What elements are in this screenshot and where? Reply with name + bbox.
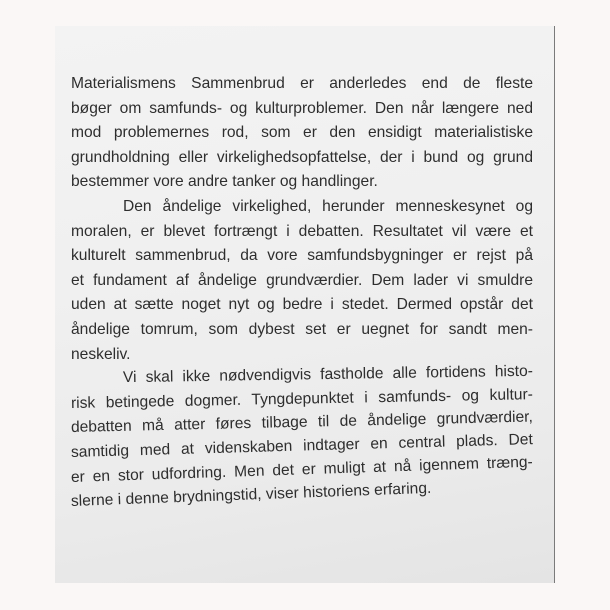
text-line: Materialismens Sammenbrud er anderledes end de fleste [71,75,533,92]
text-line: neskeliv. [71,345,131,363]
page-text [71,72,533,515]
text-line: Vi skal ikke nødvendigvis fastholde alle fortidens histo- [122,362,534,387]
text-line: risk betingede dogmer. Tyngdepunktet i samfunds- og kultur- [70,385,534,412]
paragraph-3 [70,362,534,515]
text-line: er en stor udfordring. Men det er muligt at nå igennem træng- [70,453,534,486]
text-line: mod problemernes rod, som er den ensidigt materialistiske [71,124,533,142]
text-line: et fundament af åndelige grundværdier. Dem lader vi smuldre [71,271,533,289]
text-line: Den åndelige virkelighed, herunder menneskesynet og [123,197,533,215]
text-line: debatten må atter føres tilbage til de åndelige grundværdier, [70,408,534,437]
text-line: bøger om samfunds- og kulturproblemer. Den når længere ned [71,99,533,117]
paragraph-2 [71,195,533,367]
text-line: grundholdning eller virkelighedsopfattelse, der i bund og grund [71,148,533,166]
text-line: kulturelt sammenbrud, da vore samfundsbygninger er rejst på [71,247,533,265]
paragraph-1 [71,72,533,195]
book-page-photo [55,26,555,583]
text-line: uden at sætte noget nyt og bedre i stedet. Dermed opstår det [71,296,533,314]
text-line: åndelige tomrum, som dybest set er uegnet for sandt men- [71,320,533,338]
text-line: moralen, er blevet fortrængt i debatten. Resultatet vil være et [71,222,533,240]
text-line: bestemmer vore andre tanker og handlinger. [71,173,378,191]
text-line: slerne i denne brydningstid, viser historiens erfaring. [70,479,432,511]
text-line: samtidig med at videnskaben indtager en central plads. Det [70,431,534,461]
